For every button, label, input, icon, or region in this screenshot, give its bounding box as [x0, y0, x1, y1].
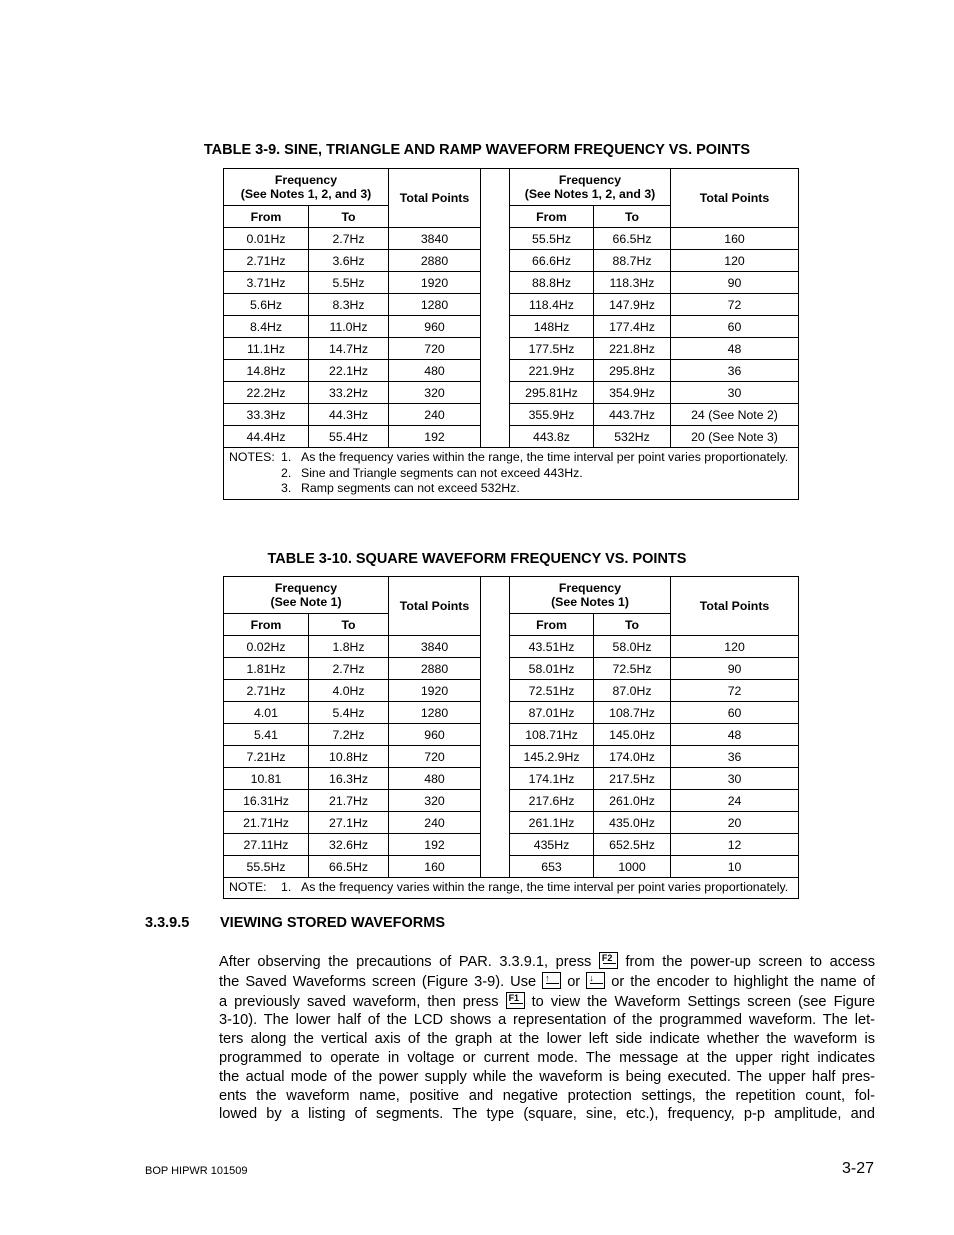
column-gap	[481, 636, 510, 658]
table-cell: 12	[671, 834, 799, 856]
to-header: To	[594, 206, 671, 228]
table-cell: 33.3Hz	[224, 404, 309, 426]
column-gap	[481, 404, 510, 426]
table-cell: 960	[389, 316, 481, 338]
table-cell: 55.5Hz	[510, 228, 594, 250]
table-cell: 240	[389, 404, 481, 426]
table-cell: 177.4Hz	[594, 316, 671, 338]
table-cell: 148Hz	[510, 316, 594, 338]
column-gap	[481, 680, 510, 702]
table-cell: 2880	[389, 250, 481, 272]
up-arrow-key-icon: ↑	[542, 972, 561, 989]
column-gap	[481, 812, 510, 834]
f1-key-icon: F1	[506, 992, 525, 1009]
table-row	[224, 702, 799, 724]
table-cell: 88.7Hz	[594, 250, 671, 272]
table-cell: 66.5Hz	[309, 856, 389, 878]
table-cell: 1920	[389, 680, 481, 702]
body-paragraph: After observing the precautions of PAR. 3.3.9.1, press F2 from the power-up screen to access the Saved Waveforms screen (Figure 3-9). Use ↑ or ↓ or the encoder to highlight the name of a previously saved waveform, then press F1 to view the Waveform Settings screen (see Figure 3-10). The lower half of the LCD shows a representation of the programmed waveform. The let- ters along the vertical axis of the graph at the lower left side indicate whether the waveform is programmed to operate in voltage or current mode. The message at the upper right indicates the actual mode of the power supply while the waveform is being executed. The upper half pres- ents the waveform name, positive and negative protection settings, the repetition count, fol- lowed by a listing of segments. The type (square, sine, etc.), frequency, p-p amplitude, and	[219, 953, 875, 1123]
table-cell: 2.7Hz	[309, 228, 389, 250]
table-cell: 320	[389, 382, 481, 404]
table-cell: 2880	[389, 658, 481, 680]
table-cell: 8.4Hz	[224, 316, 309, 338]
table-notes: NOTES: 1. As the frequency varies within the range, the time interval per point varies proportionately. 2. Sine and Triangle segments can not exceed 443Hz. 3. Ramp segments can not exceed 532Hz.	[224, 448, 799, 500]
table-cell: 14.8Hz	[224, 360, 309, 382]
note-text: As the frequency varies within the range, the time interval per point varies proportionately.	[301, 450, 789, 464]
table-cell: 58.0Hz	[594, 636, 671, 658]
column-gap	[481, 250, 510, 272]
table-cell: 2.7Hz	[309, 658, 389, 680]
table-cell: 120	[671, 636, 799, 658]
table-cell: 217.6Hz	[510, 790, 594, 812]
table-cell: 4.0Hz	[309, 680, 389, 702]
table-cell: 30	[671, 382, 799, 404]
table-cell: 147.9Hz	[594, 294, 671, 316]
table-cell: 532Hz	[594, 426, 671, 448]
table-cell: 435Hz	[510, 834, 594, 856]
table-3-9	[223, 168, 799, 500]
table-cell: 10	[671, 856, 799, 878]
table-cell: 320	[389, 790, 481, 812]
table-cell: 240	[389, 812, 481, 834]
table-cell: 1280	[389, 702, 481, 724]
table-row	[224, 228, 799, 250]
table-cell: 48	[671, 724, 799, 746]
table-cell: 174.0Hz	[594, 746, 671, 768]
table-row	[224, 294, 799, 316]
table-row	[224, 658, 799, 680]
table-cell: 443.7Hz	[594, 404, 671, 426]
table-cell: 5.5Hz	[309, 272, 389, 294]
table-cell: 72.51Hz	[510, 680, 594, 702]
frequency-header: Frequency (See Notes 1, 2, and 3)	[224, 169, 389, 206]
table-row	[224, 636, 799, 658]
table-cell: 1.8Hz	[309, 636, 389, 658]
table-cell: 7.21Hz	[224, 746, 309, 768]
table-cell: 4.01	[224, 702, 309, 724]
page-number: 3-27	[842, 1160, 875, 1177]
table-row	[224, 338, 799, 360]
table-cell: 58.01Hz	[510, 658, 594, 680]
table-cell: 55.5Hz	[224, 856, 309, 878]
table-cell: 11.0Hz	[309, 316, 389, 338]
from-header: From	[510, 614, 594, 636]
table-cell: 16.3Hz	[309, 768, 389, 790]
column-gap	[481, 702, 510, 724]
table-cell: 44.4Hz	[224, 426, 309, 448]
table-cell: 261.1Hz	[510, 812, 594, 834]
table-row	[224, 680, 799, 702]
table-cell: 11.1Hz	[224, 338, 309, 360]
table-cell: 24	[671, 790, 799, 812]
table-cell: 60	[671, 702, 799, 724]
table-row	[224, 316, 799, 338]
table-cell: 295.8Hz	[594, 360, 671, 382]
table-row	[224, 856, 799, 878]
table-row	[224, 812, 799, 834]
footer-doc-id: BOP HIPWR 101509	[145, 1165, 248, 1177]
table-cell: 55.4Hz	[309, 426, 389, 448]
table-cell: 14.7Hz	[309, 338, 389, 360]
table-cell: 43.51Hz	[510, 636, 594, 658]
table-cell: 22.1Hz	[309, 360, 389, 382]
table-cell: 1280	[389, 294, 481, 316]
column-gap	[481, 294, 510, 316]
table-row	[224, 426, 799, 448]
column-gap	[481, 272, 510, 294]
table-row	[224, 404, 799, 426]
table-row	[224, 724, 799, 746]
column-gap	[481, 426, 510, 448]
notes-row	[224, 878, 799, 899]
table-cell: 3.71Hz	[224, 272, 309, 294]
table-cell: 21.71Hz	[224, 812, 309, 834]
table-cell: 355.9Hz	[510, 404, 594, 426]
table-cell: 108.7Hz	[594, 702, 671, 724]
total-points-header: Total Points	[671, 577, 799, 636]
table-cell: 118.3Hz	[594, 272, 671, 294]
table-cell: 145.2.9Hz	[510, 746, 594, 768]
table-row	[224, 790, 799, 812]
table-cell: 3840	[389, 228, 481, 250]
table-cell: 177.5Hz	[510, 338, 594, 360]
table-3-10-caption: TABLE 3-10. SQUARE WAVEFORM FREQUENCY VS. POINTS	[267, 551, 687, 567]
from-header: From	[510, 206, 594, 228]
table-cell: 221.8Hz	[594, 338, 671, 360]
table-cell: 480	[389, 768, 481, 790]
table-cell: 60	[671, 316, 799, 338]
table-row	[224, 272, 799, 294]
table-cell: 653	[510, 856, 594, 878]
table-cell: 10.8Hz	[309, 746, 389, 768]
note-text: Sine and Triangle segments can not exceed 443Hz.	[301, 465, 583, 480]
column-gap	[481, 856, 510, 878]
table-cell: 36	[671, 360, 799, 382]
column-gap	[481, 360, 510, 382]
column-gap	[481, 382, 510, 404]
table-cell: 7.2Hz	[309, 724, 389, 746]
note-text: As the frequency varies within the range, the time interval per point varies proportionately.	[301, 880, 789, 894]
table-cell: 174.1Hz	[510, 768, 594, 790]
table-cell: 160	[389, 856, 481, 878]
frequency-header: Frequency (See Notes 1)	[510, 577, 671, 614]
table-cell: 480	[389, 360, 481, 382]
table-cell: 72	[671, 294, 799, 316]
table-cell: 27.11Hz	[224, 834, 309, 856]
table-3-9-caption: TABLE 3-9. SINE, TRIANGLE AND RAMP WAVEFORM FREQUENCY VS. POINTS	[203, 142, 751, 158]
table-notes: NOTE: 1. As the frequency varies within the range, the time interval per point varies proportionately.	[224, 878, 799, 899]
table-cell: 66.5Hz	[594, 228, 671, 250]
column-gap	[481, 228, 510, 250]
table-cell: 5.41	[224, 724, 309, 746]
table-cell: 5.6Hz	[224, 294, 309, 316]
table-cell: 44.3Hz	[309, 404, 389, 426]
table-cell: 33.2Hz	[309, 382, 389, 404]
table-cell: 24 (See Note 2)	[671, 404, 799, 426]
to-header: To	[309, 614, 389, 636]
table-cell: 295.81Hz	[510, 382, 594, 404]
total-points-header: Total Points	[389, 577, 481, 636]
table-cell: 192	[389, 834, 481, 856]
total-points-header: Total Points	[671, 169, 799, 228]
table-cell: 443.8z	[510, 426, 594, 448]
table-row	[224, 250, 799, 272]
column-gap	[481, 316, 510, 338]
note-text: Ramp segments can not exceed 532Hz.	[301, 481, 520, 495]
table-row	[224, 834, 799, 856]
table-cell: 261.0Hz	[594, 790, 671, 812]
table-cell: 90	[671, 658, 799, 680]
table-cell: 72.5Hz	[594, 658, 671, 680]
table-cell: 36	[671, 746, 799, 768]
table-cell: 72	[671, 680, 799, 702]
table-cell: 0.01Hz	[224, 228, 309, 250]
table-cell: 1.81Hz	[224, 658, 309, 680]
to-header: To	[594, 614, 671, 636]
frequency-header: Frequency (See Note 1)	[224, 577, 389, 614]
table-cell: 120	[671, 250, 799, 272]
table-cell: 21.7Hz	[309, 790, 389, 812]
table-cell: 8.3Hz	[309, 294, 389, 316]
table-cell: 30	[671, 768, 799, 790]
table-cell: 160	[671, 228, 799, 250]
table-cell: 1920	[389, 272, 481, 294]
frequency-header: Frequency (See Notes 1, 2, and 3)	[510, 169, 671, 206]
table-cell: 87.0Hz	[594, 680, 671, 702]
to-header: To	[309, 206, 389, 228]
table-cell: 0.02Hz	[224, 636, 309, 658]
table-cell: 960	[389, 724, 481, 746]
from-header: From	[224, 206, 309, 228]
section-heading: 3.3.9.5 VIEWING STORED WAVEFORMS	[145, 915, 446, 931]
table-row	[224, 360, 799, 382]
table-cell: 27.1Hz	[309, 812, 389, 834]
table-cell: 48	[671, 338, 799, 360]
total-points-header: Total Points	[389, 169, 481, 228]
from-header: From	[224, 614, 309, 636]
table-cell: 217.5Hz	[594, 768, 671, 790]
table-cell: 3.6Hz	[309, 250, 389, 272]
table-cell: 32.6Hz	[309, 834, 389, 856]
table-cell: 1000	[594, 856, 671, 878]
table-cell: 720	[389, 338, 481, 360]
table-row	[224, 768, 799, 790]
table-cell: 5.4Hz	[309, 702, 389, 724]
notes-row	[224, 448, 799, 500]
column-gap	[481, 768, 510, 790]
table-cell: 108.71Hz	[510, 724, 594, 746]
table-cell: 20 (See Note 3)	[671, 426, 799, 448]
table-cell: 20	[671, 812, 799, 834]
table-cell: 221.9Hz	[510, 360, 594, 382]
table-row	[224, 382, 799, 404]
table-cell: 88.8Hz	[510, 272, 594, 294]
table-row	[224, 746, 799, 768]
table-3-10	[223, 576, 799, 899]
table-cell: 3840	[389, 636, 481, 658]
table-cell: 720	[389, 746, 481, 768]
table-cell: 66.6Hz	[510, 250, 594, 272]
table-cell: 2.71Hz	[224, 680, 309, 702]
table-cell: 435.0Hz	[594, 812, 671, 834]
table-cell: 145.0Hz	[594, 724, 671, 746]
column-gap	[481, 724, 510, 746]
column-gap	[481, 338, 510, 360]
table-cell: 2.71Hz	[224, 250, 309, 272]
table-cell: 90	[671, 272, 799, 294]
table-cell: 10.81	[224, 768, 309, 790]
table-cell: 652.5Hz	[594, 834, 671, 856]
table-cell: 22.2Hz	[224, 382, 309, 404]
table-cell: 87.01Hz	[510, 702, 594, 724]
column-gap	[481, 834, 510, 856]
column-gap	[481, 746, 510, 768]
table-cell: 354.9Hz	[594, 382, 671, 404]
table-cell: 118.4Hz	[510, 294, 594, 316]
column-gap	[481, 169, 510, 228]
table-cell: 16.31Hz	[224, 790, 309, 812]
column-gap	[481, 790, 510, 812]
table-cell: 192	[389, 426, 481, 448]
f2-key-icon: F2	[599, 952, 618, 969]
down-arrow-key-icon: ↓	[586, 972, 605, 989]
column-gap	[481, 658, 510, 680]
column-gap	[481, 577, 510, 636]
